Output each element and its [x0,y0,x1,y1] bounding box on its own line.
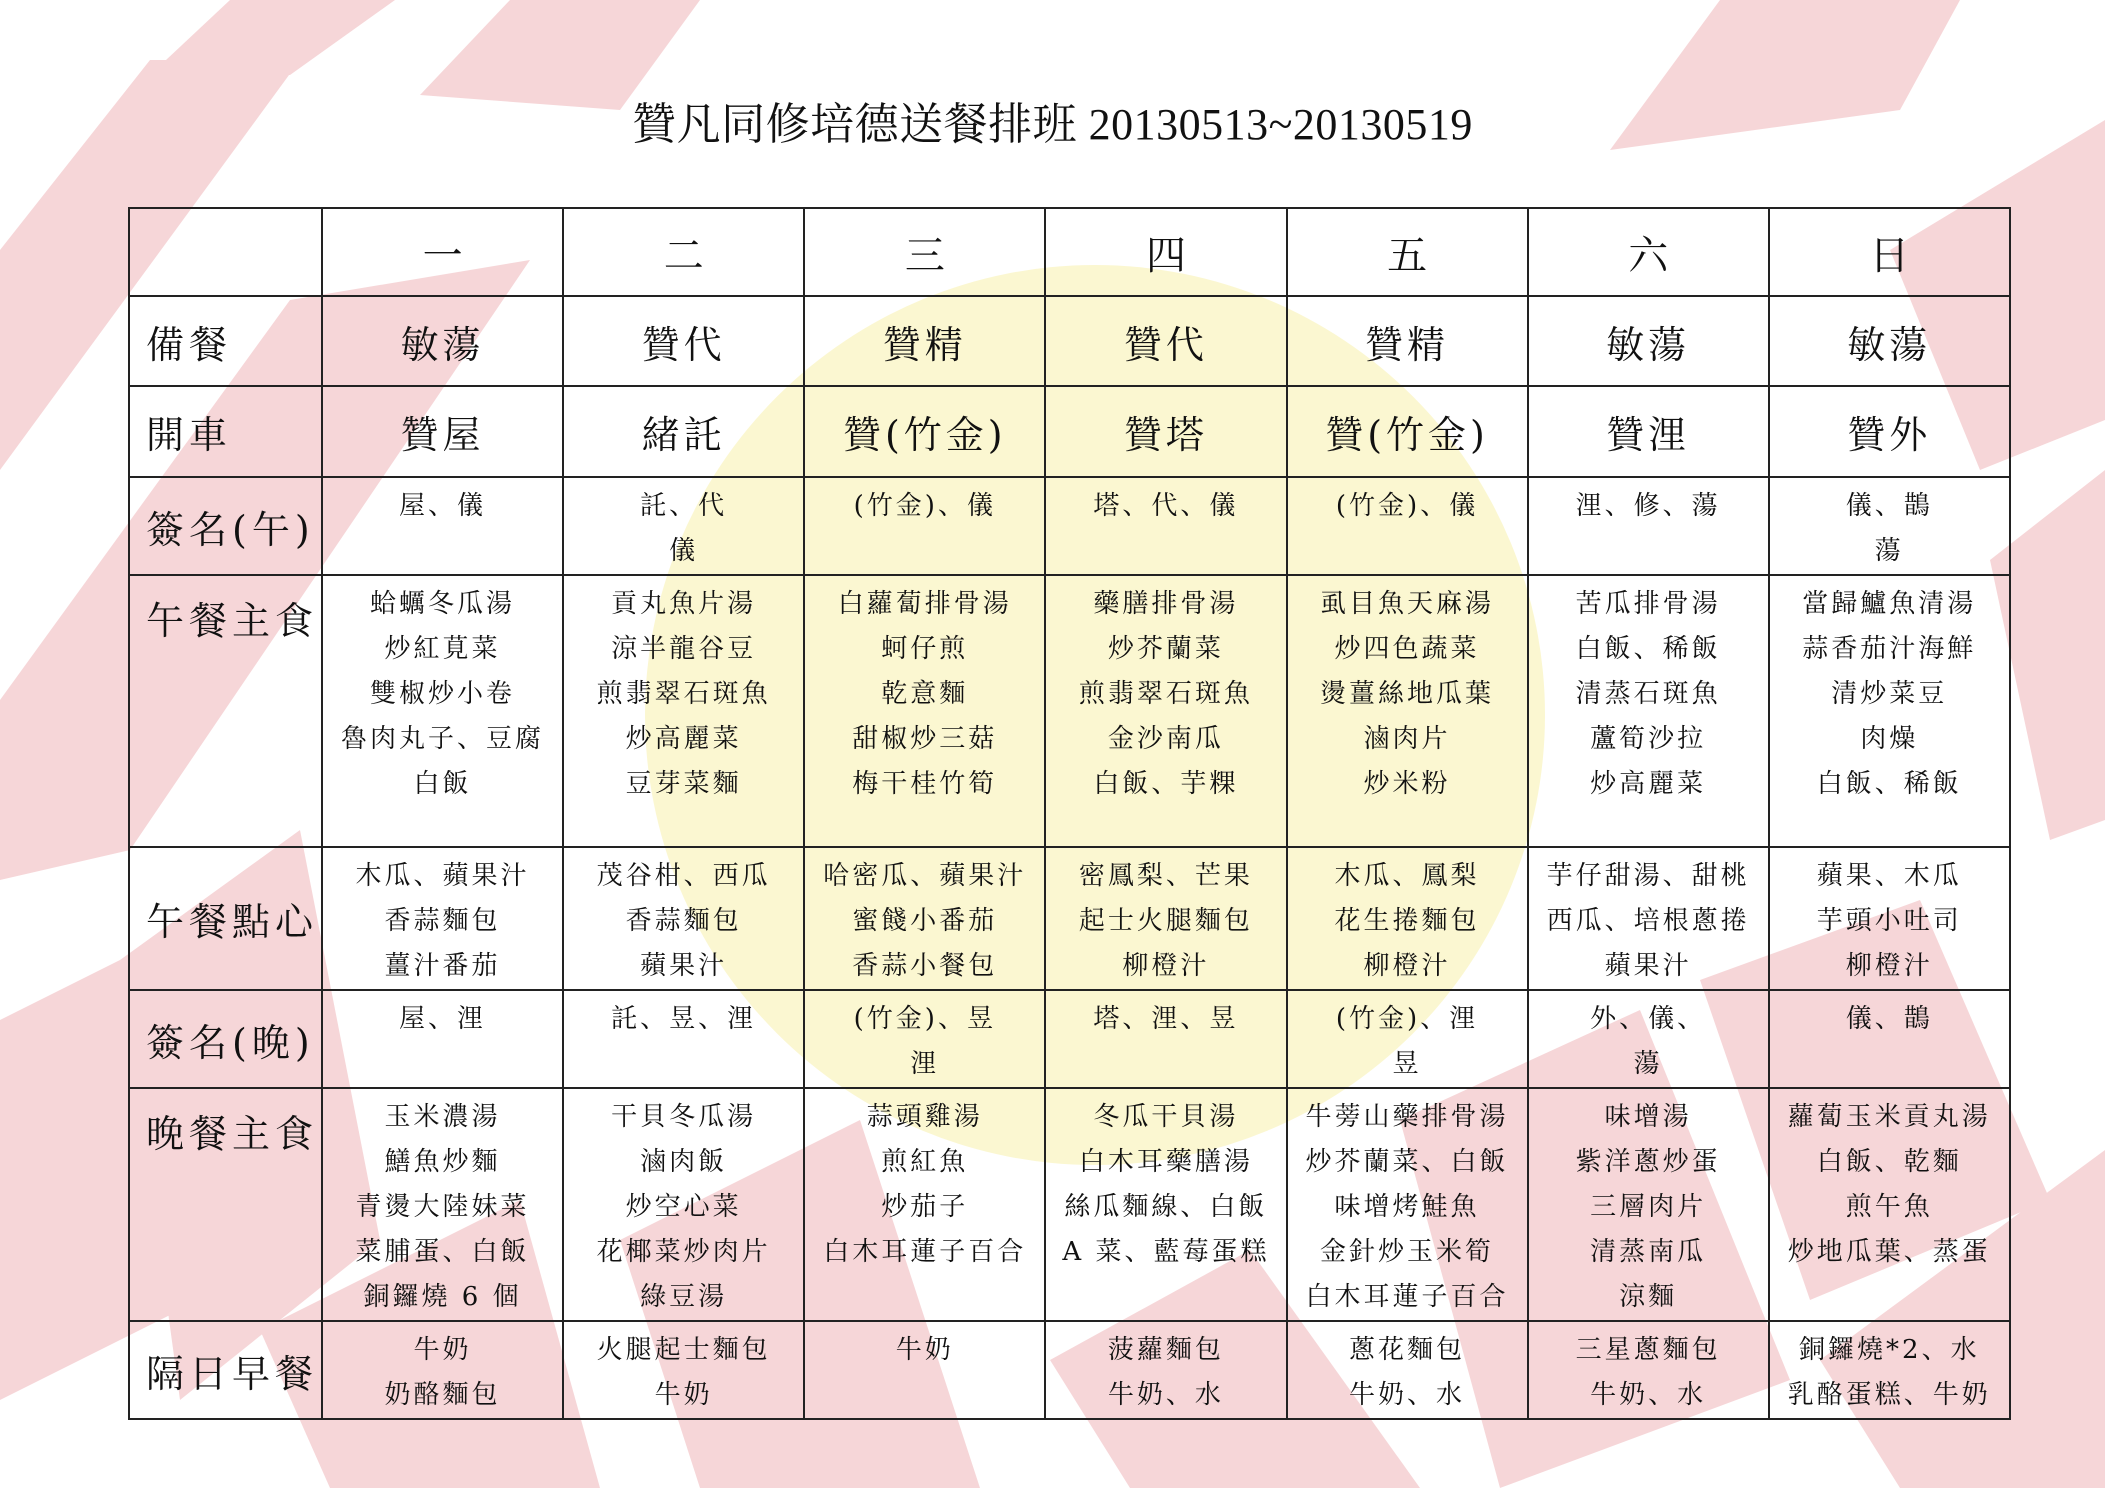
assignee-cell: 敏蕩 [1528,296,1769,386]
menu-cell [1769,1088,2010,1321]
day-header: 三 [804,208,1045,296]
menu-line: 香蒜麵包 [625,906,742,936]
menu-cell [563,575,804,847]
menu-line: 冬瓜干貝湯 [1093,1102,1239,1132]
menu-line: 滷肉片 [1363,724,1451,754]
menu-line: 炒四色蔬菜 [1334,634,1480,664]
menu-line: 白飯、稀飯 [1575,634,1721,664]
menu-cell [1287,847,1528,990]
menu-line: 當歸鱸魚清湯 [1802,589,1977,619]
menu-line: 豆芽菜麵 [625,769,742,799]
menu-line: 雙椒炒小卷 [370,679,516,709]
assignee-cell: 贊代 [1045,296,1286,386]
menu-line: 蘋果汁 [1604,951,1692,981]
menu-line: 火腿起士麵包 [596,1335,771,1365]
menu-line: (竹金)、昱 [853,1004,996,1034]
driver-row [129,386,2010,477]
menu-cell [322,1088,563,1321]
menu-line: 絲瓜麵線、白飯 [1064,1192,1268,1222]
menu-line: 白蘿蔔排骨湯 [837,589,1012,619]
menu-cell [1045,1321,1286,1419]
menu-line: 涼半龍谷豆 [611,634,757,664]
menu-line: 薑汁番茄 [384,951,501,981]
menu-cell [1045,575,1286,847]
menu-line: 煎午魚 [1845,1192,1933,1222]
menu-line: 炒米粉 [1363,769,1451,799]
menu-line: 白木耳藥膳湯 [1078,1147,1253,1177]
menu-line: 芋頭小吐司 [1816,906,1962,936]
menu-line: 銅鑼燒*2、水 [1799,1335,1980,1365]
menu-line: 玉米濃湯 [384,1102,501,1132]
menu-line: 紫洋蔥炒蛋 [1575,1147,1721,1177]
menu-line: 蘆筍沙拉 [1590,724,1707,754]
menu-line: 塔、浬、昱 [1093,1004,1239,1034]
assignee-cell: 贊屋 [322,386,563,477]
menu-line: A 菜、藍莓蛋糕 [1062,1237,1270,1267]
row-label: 午餐點心 [129,847,322,990]
breakfast-row [129,1321,2010,1419]
day-header: 二 [563,208,804,296]
menu-line: 三層肉片 [1590,1192,1707,1222]
menu-line: 茂谷柑、西瓜 [596,861,771,891]
menu-cell [563,990,804,1088]
menu-line: 儀、鵲 [1845,1004,1933,1034]
menu-line: 炒芥蘭菜、白飯 [1305,1147,1509,1177]
menu-line: 清炒菜豆 [1831,679,1948,709]
menu-line: 味增湯 [1604,1102,1692,1132]
menu-cell [563,477,804,575]
menu-line: 蔥花麵包 [1349,1335,1466,1365]
menu-cell [1045,990,1286,1088]
assignee-cell: 贊精 [804,296,1045,386]
menu-line: 三星蔥麵包 [1575,1335,1721,1365]
day-header: 四 [1045,208,1286,296]
assignee-cell: 贊精 [1287,296,1528,386]
menu-cell [1769,1321,2010,1419]
menu-line: 木瓜、鳳梨 [1334,861,1480,891]
menu-line: 乾意麵 [881,679,969,709]
menu-line: 燙薑絲地瓜葉 [1320,679,1495,709]
menu-cell [1769,847,2010,990]
menu-line: 清蒸石斑魚 [1575,679,1721,709]
row-label: 簽名(晚) [129,990,322,1088]
menu-cell [804,1321,1045,1419]
menu-line: 香蒜麵包 [384,906,501,936]
menu-cell [804,575,1045,847]
menu-line: 蒜香茄汁海鮮 [1802,634,1977,664]
menu-line: 託、昱、浬 [611,1004,757,1034]
menu-cell [322,477,563,575]
menu-line: 花生捲麵包 [1334,906,1480,936]
menu-line: 牛奶 [895,1335,954,1365]
assignee-cell: 緒託 [563,386,804,477]
menu-line: 芋仔甜湯、甜桃 [1546,861,1750,891]
menu-line: 蕩 [1874,536,1904,566]
menu-line: 蘋果汁 [640,951,728,981]
menu-line: 梅干桂竹筍 [852,769,998,799]
menu-line: 浬 [910,1049,940,1079]
menu-line: 昱 [1392,1049,1422,1079]
menu-line: 起士火腿麵包 [1078,906,1253,936]
menu-cell [1045,1088,1286,1321]
menu-line: 炒空心菜 [625,1192,742,1222]
menu-cell [1287,990,1528,1088]
menu-line: 蒜頭雞湯 [866,1102,983,1132]
menu-line: 牛奶、水 [1107,1380,1224,1410]
menu-line: 塔、代、儀 [1093,491,1239,521]
menu-cell [1045,477,1286,575]
menu-cell [1045,847,1286,990]
menu-cell [563,847,804,990]
menu-line: 白飯 [413,769,472,799]
prep-row [129,296,2010,386]
menu-line: 味增烤鮭魚 [1334,1192,1480,1222]
menu-line: 浬、修、蕩 [1575,491,1721,521]
menu-line: 哈密瓜、蘋果汁 [823,861,1027,891]
menu-line: 干貝冬瓜湯 [611,1102,757,1132]
menu-line: 涼麵 [1619,1282,1678,1312]
menu-line: 白飯、稀飯 [1816,769,1962,799]
menu-line: 牛奶 [654,1380,713,1410]
assignee-cell: 敏蕩 [1769,296,2010,386]
menu-line: 屋、儀 [399,491,487,521]
menu-line: (竹金)、儀 [853,491,996,521]
menu-line: 牛奶、水 [1590,1380,1707,1410]
menu-cell [1287,575,1528,847]
lunch-row [129,575,2010,847]
day-header-row [129,208,2010,296]
menu-cell [322,575,563,847]
menu-line: 蕩 [1633,1049,1663,1079]
menu-cell [1528,1321,1769,1419]
menu-cell [1528,1088,1769,1321]
menu-cell [1287,1088,1528,1321]
row-label: 簽名(午) [129,477,322,575]
day-header: 一 [322,208,563,296]
menu-line: 炒茄子 [881,1192,969,1222]
menu-cell [804,847,1045,990]
menu-line: 西瓜、培根蔥捲 [1546,906,1750,936]
page-title: 贊凡同修培德送餐排班 20130513~20130519 [632,100,1473,149]
assignee-cell: 贊塔 [1045,386,1286,477]
menu-line: 牛蒡山藥排骨湯 [1305,1102,1509,1132]
menu-cell [563,1088,804,1321]
menu-line: 鱔魚炒麵 [384,1147,501,1177]
assignee-cell: 贊(竹金) [804,386,1045,477]
menu-line: 白木耳蓮子百合 [823,1237,1027,1267]
menu-line: 託、代 [640,491,728,521]
menu-line: 菠蘿麵包 [1107,1335,1224,1365]
menu-line: 柳橙汁 [1122,951,1210,981]
menu-cell [1528,847,1769,990]
menu-line: 炒高麗菜 [625,724,742,754]
menu-cell [1769,990,2010,1088]
menu-line: 蘿蔔玉米貢丸湯 [1787,1102,1991,1132]
menu-line: 儀 [669,536,699,566]
sign-lunch-row [129,477,2010,575]
menu-cell [1769,575,2010,847]
menu-line: 菜脯蛋、白飯 [355,1237,530,1267]
menu-line: 蛤蠣冬瓜湯 [370,589,516,619]
menu-line: 白木耳蓮子百合 [1305,1282,1509,1312]
menu-line: 魯肉丸子、豆腐 [341,724,545,754]
day-header: 五 [1287,208,1528,296]
assignee-cell: 贊(竹金) [1287,386,1528,477]
row-label: 隔日早餐 [129,1321,322,1419]
menu-line: 肉燥 [1860,724,1919,754]
assignee-cell: 贊浬 [1528,386,1769,477]
menu-cell [1769,477,2010,575]
menu-line: 炒地瓜葉、蒸蛋 [1787,1237,1991,1267]
day-header: 日 [1769,208,2010,296]
row-label: 備餐 [129,296,322,386]
menu-line: 苦瓜排骨湯 [1575,589,1721,619]
menu-line: 蜜餞小番茄 [852,906,998,936]
menu-line: 木瓜、蘋果汁 [355,861,530,891]
menu-cell [563,1321,804,1419]
menu-cell [322,990,563,1088]
menu-line: 屋、浬 [399,1004,487,1034]
meal-schedule-table [128,207,2011,1420]
assignee-cell: 敏蕩 [322,296,563,386]
row-label: 晚餐主食 [129,1088,322,1321]
menu-line: 柳橙汁 [1363,951,1451,981]
snack-row [129,847,2010,990]
menu-cell [804,477,1045,575]
menu-line: (竹金)、儀 [1335,491,1479,521]
assignee-cell: 贊外 [1769,386,2010,477]
menu-line: 奶酪麵包 [384,1380,501,1410]
menu-line: 藥膳排骨湯 [1093,589,1239,619]
menu-line: (竹金)、浬 [1335,1004,1479,1034]
menu-line: 外、儀、 [1590,1004,1707,1034]
menu-line: 儀、鵲 [1845,491,1933,521]
menu-line: 煎翡翠石斑魚 [596,679,771,709]
menu-cell [322,1321,563,1419]
menu-line: 綠豆湯 [640,1282,728,1312]
menu-line: 蚵仔煎 [881,634,969,664]
day-header: 六 [1528,208,1769,296]
menu-cell [1287,1321,1528,1419]
assignee-cell: 贊代 [563,296,804,386]
menu-line: 牛奶 [413,1335,472,1365]
menu-line: 銅鑼燒 6 個 [363,1282,522,1312]
menu-cell [804,1088,1045,1321]
menu-cell [1287,477,1528,575]
menu-cell [1528,575,1769,847]
menu-line: 炒芥蘭菜 [1107,634,1224,664]
menu-line: 貢丸魚片湯 [611,589,757,619]
menu-line: 密鳳梨、芒果 [1078,861,1253,891]
menu-cell [1528,990,1769,1088]
menu-cell [804,990,1045,1088]
dinner-row [129,1088,2010,1321]
menu-cell [322,847,563,990]
menu-line: 牛奶、水 [1349,1380,1466,1410]
menu-line: 滷肉飯 [640,1147,728,1177]
row-label: 午餐主食 [129,575,322,847]
menu-line: 香蒜小餐包 [852,951,998,981]
menu-line: 白飯、乾麵 [1816,1147,1962,1177]
menu-line: 金沙南瓜 [1107,724,1224,754]
corner-cell [129,208,322,296]
menu-line: 虱目魚天麻湯 [1320,589,1495,619]
row-label: 開車 [129,386,322,477]
menu-line: 炒高麗菜 [1590,769,1707,799]
sign-dinner-row [129,990,2010,1088]
menu-line: 花椰菜炒肉片 [596,1237,771,1267]
menu-line: 白飯、芋粿 [1093,769,1239,799]
menu-cell [1528,477,1769,575]
menu-line: 清蒸南瓜 [1590,1237,1707,1267]
menu-line: 煎紅魚 [881,1147,969,1177]
menu-line: 青燙大陸妹菜 [355,1192,530,1222]
menu-line: 乳酪蛋糕、牛奶 [1787,1380,1991,1410]
menu-line: 柳橙汁 [1845,951,1933,981]
menu-line: 炒紅莧菜 [384,634,501,664]
menu-line: 甜椒炒三菇 [852,724,998,754]
menu-line: 煎翡翠石斑魚 [1078,679,1253,709]
menu-line: 金針炒玉米筍 [1320,1237,1495,1267]
menu-line: 蘋果、木瓜 [1816,861,1962,891]
